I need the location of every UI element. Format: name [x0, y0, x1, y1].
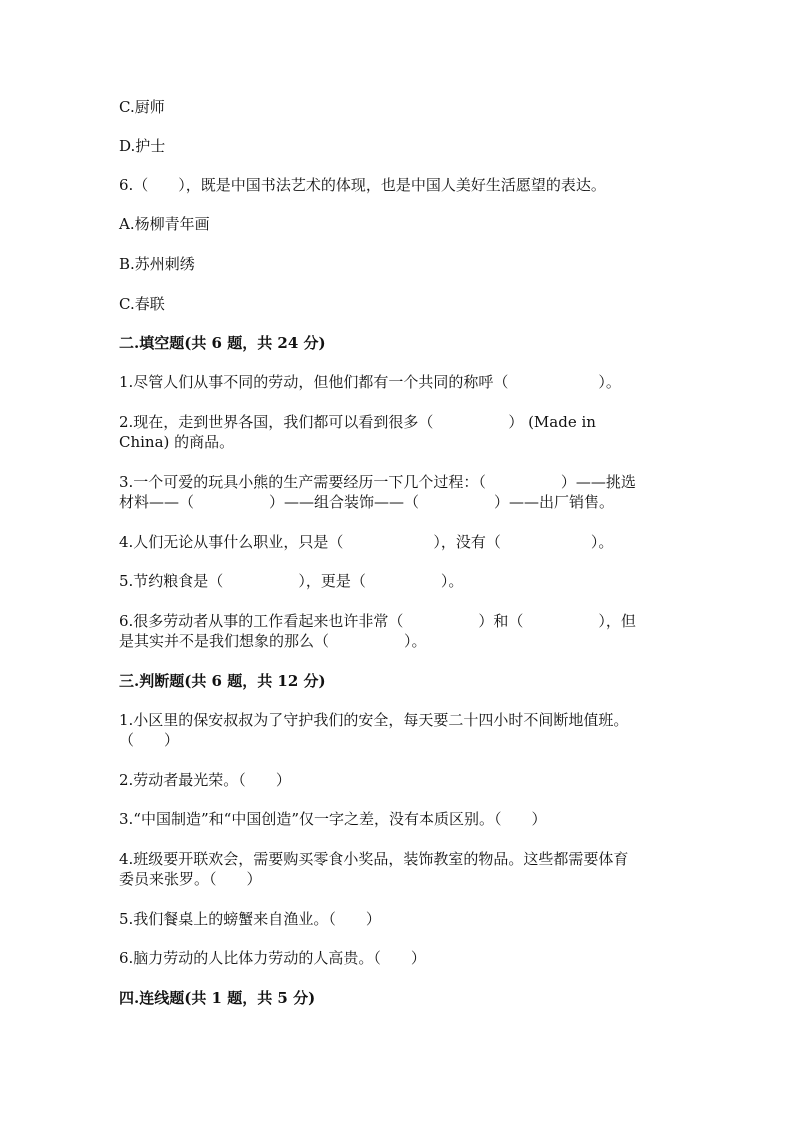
fill-question-2-line-1: 2.现在，走到世界各国，我们都可以看到很多（ ） (Made in: [119, 413, 596, 431]
option-a: A.杨柳青年画: [119, 215, 210, 233]
fill-question-2-line-2: China) 的商品。: [119, 433, 235, 451]
judge-question-3: 3.“中国制造”和“中国创造”仅一字之差，没有本质区别。（ ）: [119, 810, 547, 828]
section-heading-fill-in: 二.填空题(共 6 题，共 24 分): [119, 334, 326, 352]
judge-question-5: 5.我们餐桌上的螃蟹来自渔业。（ ）: [119, 910, 381, 928]
judge-question-1-line-2: （ ）: [119, 731, 180, 749]
option-c: C.春联: [119, 295, 165, 313]
fill-question-4: 4.人们无论从事什么职业，只是（ ），没有（ ）。: [119, 533, 614, 551]
question-6-choice: 6.（ ），既是中国书法艺术的体现，也是中国人美好生活愿望的表达。: [119, 176, 606, 194]
option-c-chef: C.厨师: [119, 98, 165, 116]
judge-question-1-line-1: 1.小区里的保安叔叔为了守护我们的安全，每天要二十四小时不间断地值班。: [119, 711, 629, 729]
option-b: B.苏州刺绣: [119, 255, 195, 273]
judge-question-6: 6.脑力劳动的人比体力劳动的人高贵。（ ）: [119, 949, 426, 967]
fill-question-3-line-1: 3.一个可爱的玩具小熊的生产需要经历一下几个过程：（ ）——挑选: [119, 473, 636, 491]
option-d-nurse: D.护士: [119, 137, 166, 155]
fill-question-1: 1.尽管人们从事不同的劳动，但他们都有一个共同的称呼（ ）。: [119, 373, 621, 391]
judge-question-4-line-2: 委员来张罗。（ ）: [119, 870, 262, 888]
section-heading-true-false: 三.判断题(共 6 题，共 12 分): [119, 672, 326, 690]
fill-question-5: 5.节约粮食是（ ），更是（ ）。: [119, 572, 464, 590]
fill-question-6-line-2: 是其实并不是我们想象的那么（ ）。: [119, 632, 427, 650]
judge-question-2: 2.劳动者最光荣。（ ）: [119, 771, 291, 789]
section-heading-matching: 四.连线题(共 1 题，共 5 分): [119, 989, 316, 1007]
judge-question-4-line-1: 4.班级要开联欢会，需要购买零食小奖品，装饰教室的物品。这些都需要体育: [119, 850, 629, 868]
fill-question-6-line-1: 6.很多劳动者从事的工作看起来也许非常（ ）和（ ），但: [119, 612, 636, 630]
fill-question-3-line-2: 材料——（ ）——组合装饰——（ ）——出厂销售。: [119, 493, 615, 511]
